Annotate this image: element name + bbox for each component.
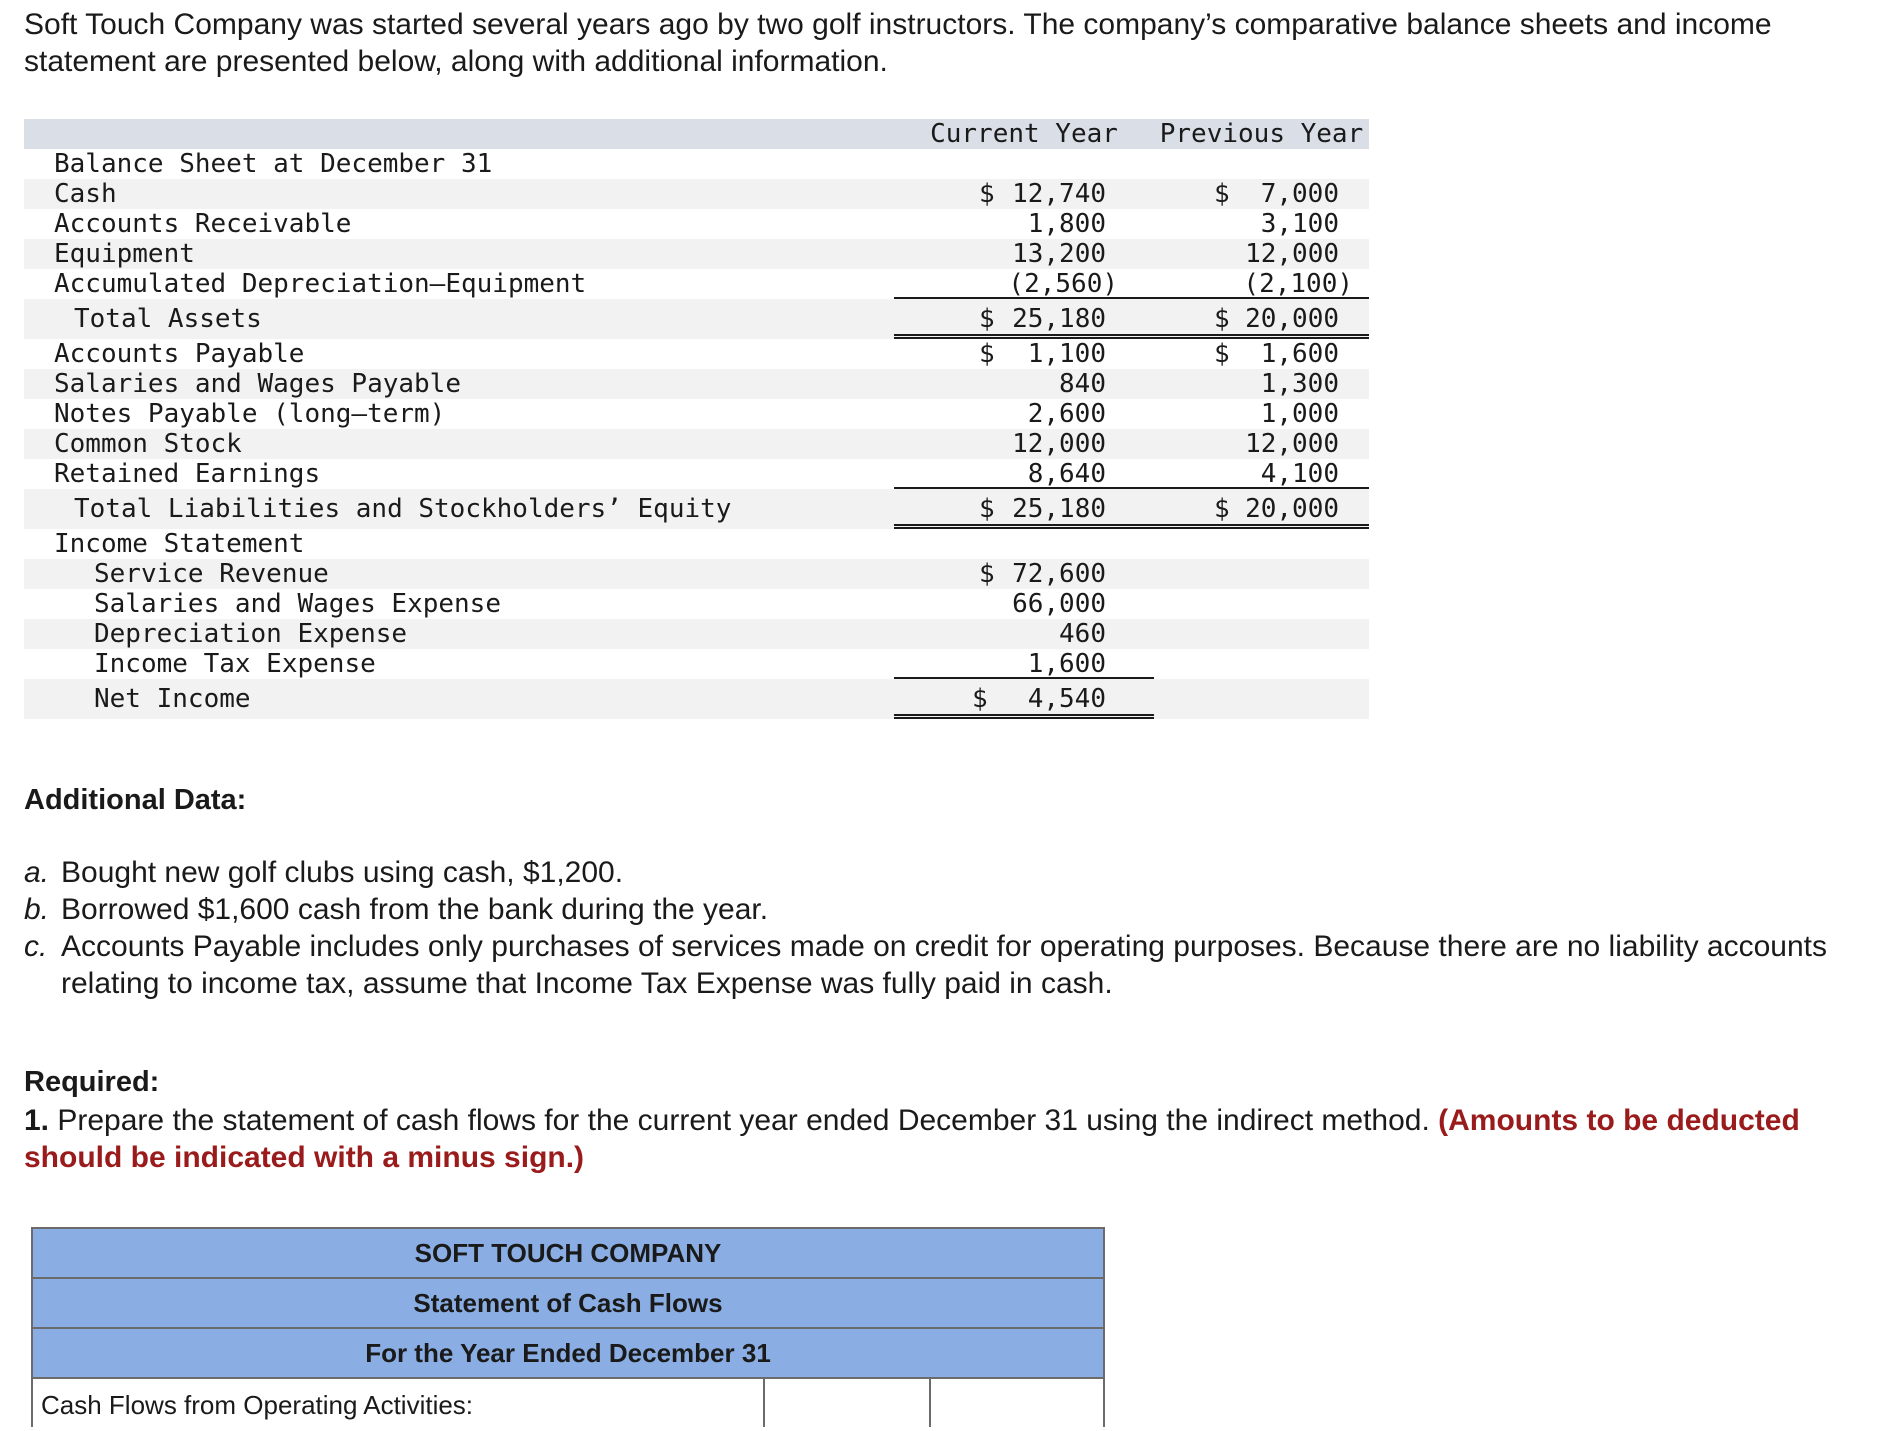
total-liabilities-row: [24, 489, 1369, 529]
required-note: (Amounts to be deducted should be indicated with a minus sign.): [24, 1104, 1800, 1174]
statement-title: Statement of Cash Flows: [33, 1279, 1103, 1329]
dollar-sign: $: [1214, 179, 1230, 209]
dollar-sign: $: [1214, 304, 1230, 334]
statement-period: For the Year Ended December 31: [33, 1329, 1103, 1379]
current-value: 1,800: [1027, 209, 1106, 239]
table-row: [24, 459, 1369, 489]
previous-value: 4,100: [1260, 459, 1339, 489]
net-income-row: [24, 679, 1369, 719]
table-row: [24, 369, 1369, 399]
row-label: Cash: [54, 179, 117, 209]
current-value: 4,540: [1027, 684, 1106, 714]
table-row: [24, 589, 1369, 619]
dollar-sign: $: [972, 684, 988, 714]
table-row: [24, 339, 1369, 369]
previous-value: 20,000: [1245, 304, 1339, 334]
current-value: 66,000: [1012, 589, 1106, 619]
list-marker: c.: [24, 930, 48, 963]
additional-data-heading: Additional Data:: [24, 784, 247, 816]
table-row: [24, 399, 1369, 429]
row-label: Total Assets: [74, 304, 262, 334]
current-value: 1,100: [1027, 339, 1106, 369]
current-value: 840: [1059, 369, 1106, 399]
current-value: 25,180: [1012, 304, 1106, 334]
required-number: 1.: [24, 1104, 50, 1137]
col-header-current: Current Year: [930, 119, 1118, 149]
dollar-sign: $: [979, 179, 995, 209]
row-label: Service Revenue: [94, 559, 329, 589]
current-value: 12,740: [1012, 179, 1106, 209]
operating-activities-label: Cash Flows from Operating Activities:: [41, 1390, 474, 1420]
list-item-text: Accounts Payable includes only purchases of services made on credit for operating purposes. Because there are no liability accounts relating to income tax, assume that Income Tax Expense was fully paid in cash.: [61, 930, 1827, 1000]
col-header-previous: Previous Year: [1159, 119, 1364, 149]
column-header-row: [24, 119, 1369, 149]
current-value: 8,640: [1027, 459, 1106, 489]
previous-value: 3,100: [1260, 209, 1339, 239]
previous-value: 12,000: [1245, 239, 1339, 269]
previous-value: (2,100): [1243, 269, 1353, 299]
table-row: [24, 269, 1369, 299]
table-row: [24, 649, 1369, 679]
table-row: [24, 239, 1369, 269]
previous-value: 1,300: [1260, 369, 1339, 399]
dollar-sign: $: [979, 559, 995, 589]
income-statement-title: Income Statement: [54, 529, 305, 559]
previous-value: 1,000: [1260, 399, 1339, 429]
list-marker: a.: [24, 856, 50, 889]
row-label: Accounts Payable: [54, 339, 305, 369]
additional-data-list: [24, 854, 1864, 1002]
financial-statements-table: [24, 119, 1369, 719]
row-label: Salaries and Wages Payable: [54, 369, 461, 399]
table-row: [24, 619, 1369, 649]
current-value: 1,600: [1027, 649, 1106, 679]
income-statement-title-row: [24, 529, 1369, 559]
previous-value: 1,600: [1260, 339, 1339, 369]
table-row: [24, 209, 1369, 239]
row-label: Salaries and Wages Expense: [94, 589, 501, 619]
row-label: Notes Payable (long–term): [54, 399, 446, 429]
table-row: [24, 559, 1369, 589]
table-row: [24, 179, 1369, 209]
required-text: Prepare the statement of cash flows for the current year ended December 31 using the indirect method.: [57, 1104, 1430, 1137]
amount-input-cell[interactable]: [763, 1379, 931, 1427]
cash-flow-statement-table: [31, 1227, 1105, 1427]
list-item-text: Bought new golf clubs using cash, $1,200.: [61, 856, 624, 889]
row-label: Common Stock: [54, 429, 242, 459]
company-name: SOFT TOUCH COMPANY: [33, 1229, 1103, 1279]
list-item: [24, 891, 1864, 928]
list-marker: b.: [24, 893, 50, 926]
dollar-sign: $: [1214, 494, 1230, 524]
row-label: Net Income: [94, 684, 251, 714]
current-value: 460: [1059, 619, 1106, 649]
required-heading: Required:: [24, 1066, 160, 1098]
table-row: [24, 429, 1369, 459]
dollar-sign: $: [979, 494, 995, 524]
current-value: 2,600: [1027, 399, 1106, 429]
row-label: Equipment: [54, 239, 195, 269]
current-value: 72,600: [1012, 559, 1106, 589]
row-label: Depreciation Expense: [94, 619, 408, 649]
dollar-sign: $: [979, 339, 995, 369]
list-item-text: Borrowed $1,600 cash from the bank during the year.: [61, 893, 769, 926]
balance-sheet-title-row: [24, 149, 1369, 179]
previous-value: 20,000: [1245, 494, 1339, 524]
dollar-sign: $: [979, 304, 995, 334]
row-label: Accumulated Depreciation—Equipment: [54, 269, 587, 299]
current-value: 25,180: [1012, 494, 1106, 524]
dollar-sign: $: [1214, 339, 1230, 369]
total-assets-row: [24, 299, 1369, 339]
current-value: 13,200: [1012, 239, 1106, 269]
current-value: 12,000: [1012, 429, 1106, 459]
current-value: (2,560): [1008, 269, 1118, 299]
balance-sheet-title: Balance Sheet at December 31: [54, 149, 493, 179]
list-item: [24, 928, 1864, 1002]
row-label: Income Tax Expense: [94, 649, 376, 679]
table-row: [33, 1379, 1103, 1427]
previous-value: 12,000: [1245, 429, 1339, 459]
list-item: [24, 854, 1864, 891]
row-label: Total Liabilities and Stockholders’ Equity: [74, 494, 732, 524]
required-instruction: [24, 1102, 1884, 1176]
intro-paragraph: Soft Touch Company was started several years ago by two golf instructors. The company’s comparative balance sheets and income statement are presented below, along with additional information.: [24, 8, 1772, 78]
row-label: Retained Earnings: [54, 459, 321, 489]
previous-value: 7,000: [1260, 179, 1339, 209]
row-label: Accounts Receivable: [54, 209, 352, 239]
